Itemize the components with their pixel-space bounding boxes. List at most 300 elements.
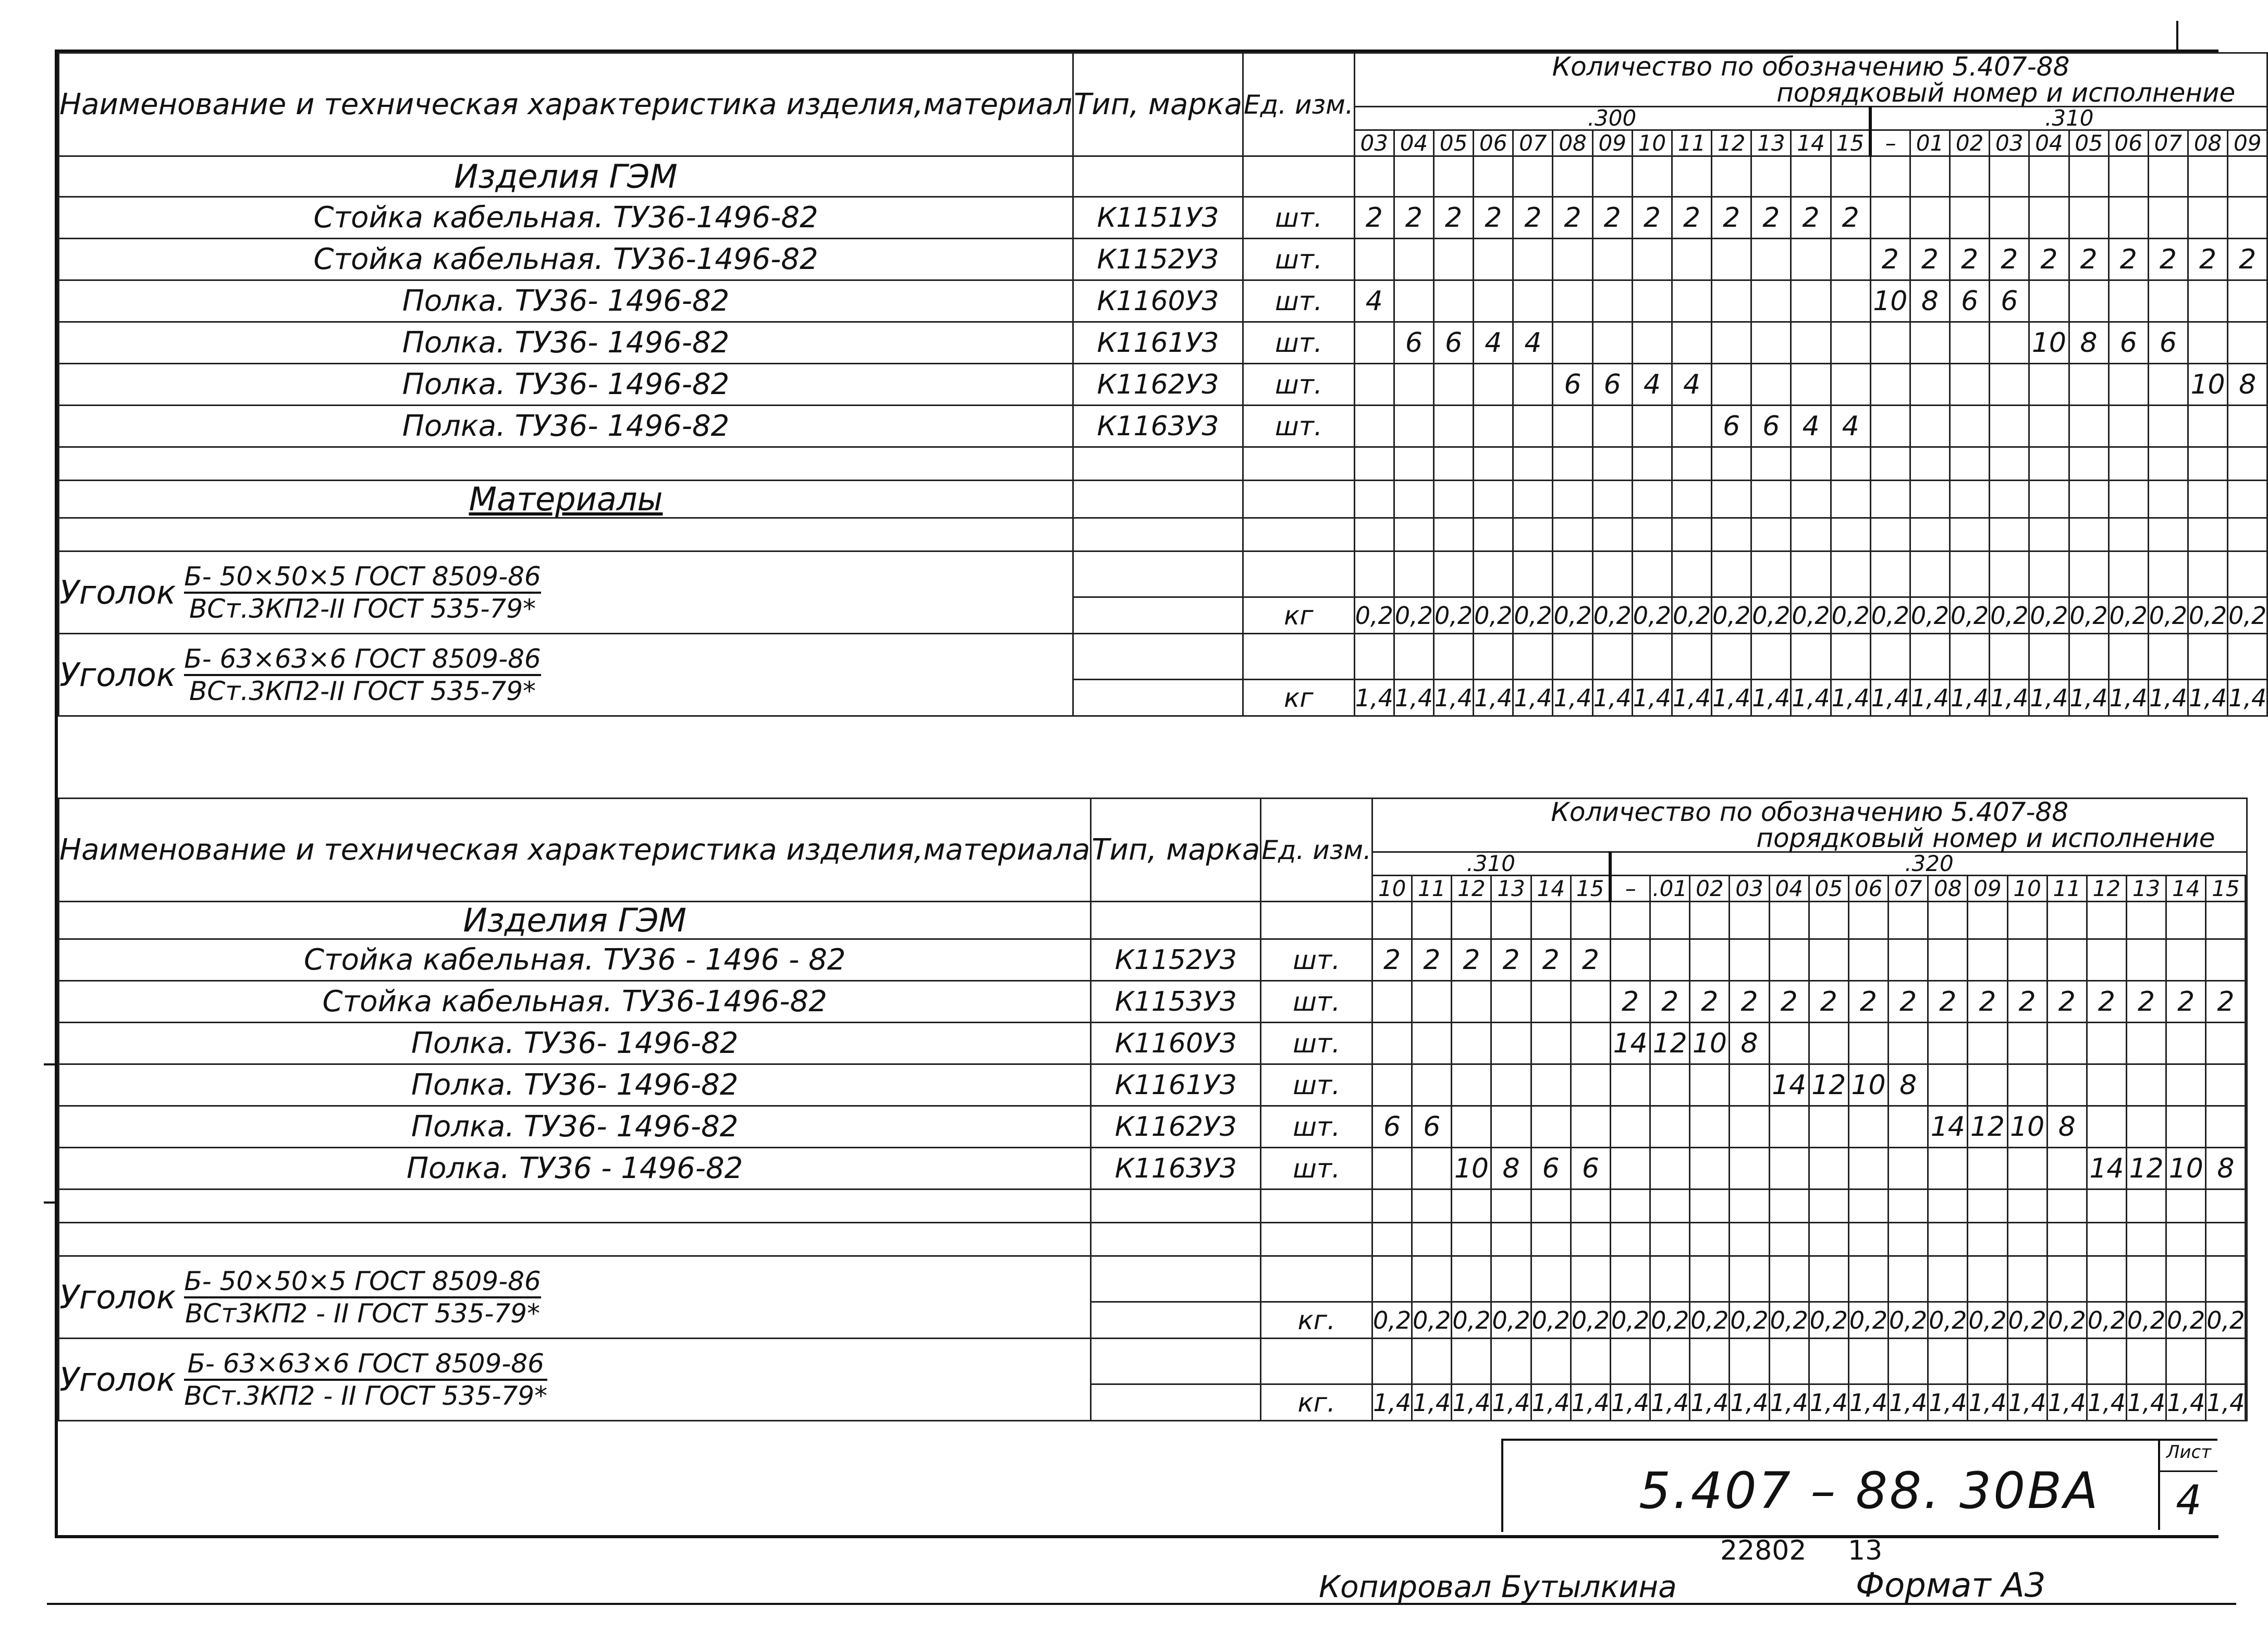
- empty-cell: [1730, 1339, 1769, 1384]
- item-type: К1153У3: [1091, 981, 1261, 1023]
- quantity-cell: 10: [2029, 322, 2069, 364]
- quantity-cell: [2126, 1023, 2166, 1064]
- empty-cell: [1073, 680, 1243, 716]
- quantity-cell: 6: [1751, 406, 1791, 447]
- quantity-cell: 8: [1491, 1148, 1531, 1189]
- empty-cell: [1073, 551, 1243, 597]
- table-row: [59, 1106, 2247, 1148]
- empty-cell: [2228, 551, 2267, 597]
- quantity-cell: [1553, 239, 1592, 280]
- empty-cell: [1650, 1223, 1690, 1256]
- quantity-cell: [1690, 1064, 1730, 1106]
- mass-cell: 1,4: [1769, 1384, 1809, 1421]
- mass-cell: 1,4: [2007, 1384, 2047, 1421]
- empty-cell: [1091, 1384, 1261, 1421]
- column-number: 09: [2228, 130, 2267, 156]
- empty-cell: [1610, 902, 1650, 939]
- mass-cell: 1,4: [1730, 1384, 1769, 1421]
- column-number: 06: [1474, 130, 1513, 156]
- quantity-cell: 4: [1474, 322, 1513, 364]
- empty-cell: [2047, 902, 2087, 939]
- material-label: Уголок: [59, 1278, 176, 1316]
- quantity-cell: 6: [1950, 280, 1990, 322]
- quantity-cell: 2: [1571, 939, 1610, 981]
- empty-cell: [1394, 551, 1433, 597]
- quantity-cell: [1610, 939, 1650, 981]
- quantity-cell: [1434, 239, 1474, 280]
- quantity-cell: [1592, 406, 1632, 447]
- material-name: [59, 551, 1073, 634]
- quantity-cell: 12: [1650, 1023, 1690, 1064]
- empty-cell: [1769, 902, 1809, 939]
- quantity-cell: [2029, 406, 2069, 447]
- quantity-cell: 2: [2148, 239, 2188, 280]
- quantity-cell: [2108, 197, 2148, 239]
- mass-cell: 0,2: [1434, 597, 1474, 634]
- quantity-cell: 2: [2047, 981, 2087, 1023]
- column-number: 02: [1950, 130, 1990, 156]
- empty-cell: [1791, 447, 1831, 481]
- quantity-cell: 6: [1990, 280, 2029, 322]
- quantity-cell: [1513, 406, 1553, 447]
- quantity-cell: [1910, 322, 1950, 364]
- item-name: Стойка кабельная. ТУ36-1496-82: [59, 239, 1073, 280]
- material-unit: кг: [1243, 680, 1355, 716]
- empty-cell: [1474, 156, 1513, 197]
- title-block: [1501, 1439, 2217, 1532]
- quantity-cell: 4: [1672, 364, 1711, 406]
- quantity-cell: 2: [2029, 239, 2069, 280]
- quantity-cell: 2: [2069, 239, 2108, 280]
- empty-cell: [2188, 518, 2227, 551]
- empty-cell: [2126, 1189, 2166, 1223]
- quantity-cell: 2: [1632, 197, 1672, 239]
- empty-cell: [2126, 902, 2166, 939]
- quantity-cell: 6: [1412, 1106, 1452, 1148]
- quantity-cell: [1889, 1023, 1928, 1064]
- empty-cell: [1791, 518, 1831, 551]
- quantity-cell: [1553, 280, 1592, 322]
- quantity-cell: 4: [1354, 280, 1394, 322]
- quantity-cell: 10: [1452, 1148, 1491, 1189]
- quantity-cell: [2108, 280, 2148, 322]
- mass-cell: 1,4: [2126, 1384, 2166, 1421]
- empty-cell: [2047, 1189, 2087, 1223]
- empty-cell: [1091, 902, 1261, 939]
- quantity-cell: 12: [2126, 1148, 2166, 1189]
- group-label: .310: [1870, 107, 2267, 130]
- empty-cell: [1434, 447, 1474, 481]
- material-grade: ВСт.3КП2-II ГОСТ 535-79*: [189, 676, 536, 706]
- empty-cell: [1394, 447, 1433, 481]
- empty-cell: [1261, 1256, 1372, 1302]
- empty-cell: [2188, 551, 2227, 597]
- table-row: [59, 1064, 2247, 1106]
- empty-cell: [2148, 634, 2188, 680]
- mass-cell: 1,4: [1712, 680, 1751, 716]
- quantity-cell: [1910, 197, 1950, 239]
- mass-cell: 0,2: [1950, 597, 1990, 634]
- empty-cell: [2029, 634, 2069, 680]
- quantity-cell: [1672, 406, 1711, 447]
- header-unit: Ед. изм.: [1243, 53, 1355, 156]
- item-unit: шт.: [1243, 197, 1355, 239]
- empty-cell: [1751, 634, 1791, 680]
- column-number: 09: [1592, 130, 1632, 156]
- quantity-cell: [1394, 239, 1433, 280]
- empty-cell: [59, 518, 1073, 551]
- column-number: 03: [1730, 876, 1769, 902]
- item-name: Полка. ТУ36- 1496-82: [59, 406, 1073, 447]
- quantity-cell: [2166, 939, 2206, 981]
- mass-cell: 0,2: [1968, 1302, 2007, 1339]
- quantity-cell: 6: [1712, 406, 1751, 447]
- quantity-cell: [2029, 364, 2069, 406]
- material-spec: Б- 63×63×6 ГОСТ 8509-86: [184, 646, 541, 676]
- quantity-cell: [1394, 406, 1433, 447]
- empty-cell: [1372, 1223, 1412, 1256]
- quantity-cell: [1592, 322, 1632, 364]
- column-number: 11: [1412, 876, 1452, 902]
- empty-cell: [1968, 1223, 2007, 1256]
- item-type: К1160У3: [1073, 280, 1243, 322]
- empty-cell: [1261, 1223, 1372, 1256]
- column-number: 08: [1928, 876, 1968, 902]
- empty-cell: [2246, 1223, 2247, 1256]
- empty-cell: [1354, 634, 1394, 680]
- column-number: 03: [1990, 130, 2029, 156]
- column-number: 06: [1848, 876, 1888, 902]
- empty-cell: [2166, 1223, 2206, 1256]
- header-quantity: [1354, 53, 2267, 107]
- empty-cell: [2108, 518, 2148, 551]
- item-type: К1162У3: [1091, 1106, 1261, 1148]
- column-number: 13: [2126, 876, 2166, 902]
- empty-cell: [1372, 1256, 1412, 1302]
- empty-cell: [2069, 156, 2108, 197]
- empty-cell: [1672, 518, 1711, 551]
- quantity-cell: [1809, 1023, 1848, 1064]
- item-type: К1161У3: [1073, 322, 1243, 364]
- empty-cell: [1073, 156, 1243, 197]
- table-row: [59, 364, 2267, 406]
- empty-cell: [1073, 518, 1243, 551]
- quantity-cell: [1434, 280, 1474, 322]
- quantity-cell: [1452, 1023, 1491, 1064]
- quantity-cell: [2188, 197, 2227, 239]
- empty-cell: [1474, 551, 1513, 597]
- quantity-cell: [2007, 1023, 2047, 1064]
- empty-cell: [1831, 447, 1870, 481]
- empty-cell: [1592, 551, 1632, 597]
- empty-cell: [1243, 634, 1355, 680]
- empty-cell: [1261, 1189, 1372, 1223]
- empty-cell: [1491, 1339, 1531, 1384]
- quantity-cell: [1491, 1064, 1531, 1106]
- empty-cell: [1632, 156, 1672, 197]
- empty-cell: [1491, 902, 1531, 939]
- quantity-cell: [2206, 1064, 2246, 1106]
- empty-cell: [1990, 481, 2029, 518]
- empty-cell: [1769, 1223, 1809, 1256]
- quantity-cell: [2166, 1106, 2206, 1148]
- quantity-cell: [1730, 939, 1769, 981]
- empty-cell: [1513, 551, 1553, 597]
- quantity-cell: [2047, 1064, 2087, 1106]
- mass-cell: 0,2: [1672, 597, 1711, 634]
- quantity-cell: [1910, 406, 1950, 447]
- quantity-cell: [1928, 1023, 1968, 1064]
- quantity-cell: [1412, 981, 1452, 1023]
- empty-cell: [2188, 481, 2227, 518]
- quantity-cell: [1632, 239, 1672, 280]
- quantity-cell: 6: [1394, 322, 1433, 364]
- empty-cell: [1928, 1223, 1968, 1256]
- empty-cell: [1452, 1189, 1491, 1223]
- empty-cell: [1831, 156, 1870, 197]
- quantity-cell: [2166, 1064, 2206, 1106]
- item-unit: шт.: [1261, 1064, 1372, 1106]
- empty-cell: [1650, 1339, 1690, 1384]
- quantity-cell: 2: [1990, 239, 2029, 280]
- mass-cell: 1,4: [1690, 1384, 1730, 1421]
- header-quantity: [1372, 799, 2247, 852]
- quantity-cell: 4: [1513, 322, 1553, 364]
- empty-cell: [2166, 902, 2206, 939]
- empty-cell: [1434, 634, 1474, 680]
- mass-cell: 0,2: [1730, 1302, 1769, 1339]
- empty-cell: [1730, 1256, 1769, 1302]
- empty-cell: [1950, 518, 1990, 551]
- column-number: 04: [1769, 876, 1809, 902]
- table-row: [59, 406, 2267, 447]
- quantity-cell: [2246, 1148, 2247, 1189]
- quantity-cell: [1990, 406, 2029, 447]
- quantity-cell: 2: [1553, 197, 1592, 239]
- mass-cell: 1,4: [2087, 1384, 2126, 1421]
- empty-cell: [2246, 1339, 2247, 1384]
- empty-cell: [1950, 634, 1990, 680]
- mass-cell: 0,2: [1474, 597, 1513, 634]
- item-unit: шт.: [1243, 239, 1355, 280]
- empty-cell: [2108, 551, 2148, 597]
- empty-cell: [2069, 551, 2108, 597]
- material-unit: кг.: [1261, 1384, 1372, 1421]
- quantity-cell: [2228, 280, 2267, 322]
- mass-cell: 1,4: [1831, 680, 1870, 716]
- group-label: .310: [1372, 852, 1611, 876]
- empty-cell: [1412, 1189, 1452, 1223]
- empty-cell: [1513, 518, 1553, 551]
- mass-cell: 0,2: [1769, 1302, 1809, 1339]
- quantity-cell: [2188, 406, 2227, 447]
- quantity-cell: [1809, 1148, 1848, 1189]
- material-grade: ВСт3КП2 - II ГОСТ 535-79*: [185, 1298, 540, 1329]
- column-number: 08: [2188, 130, 2227, 156]
- quantity-cell: [1950, 197, 1990, 239]
- empty-cell: [2246, 1256, 2247, 1302]
- empty-cell: [2188, 634, 2227, 680]
- item-name: Полка. ТУ36- 1496-82: [59, 322, 1073, 364]
- column-number: –: [1870, 130, 1910, 156]
- quantity-cell: [1730, 1106, 1769, 1148]
- empty-cell: [1513, 634, 1553, 680]
- empty-cell: [1690, 1223, 1730, 1256]
- quantity-cell: 8: [2206, 1148, 2246, 1189]
- empty-cell: [1650, 902, 1690, 939]
- quantity-cell: 2: [1751, 197, 1791, 239]
- material-unit: кг: [1243, 597, 1355, 634]
- empty-cell: [59, 1189, 1091, 1223]
- empty-cell: [1073, 597, 1243, 634]
- quantity-cell: [1531, 1064, 1571, 1106]
- sheet-label: Лист: [2160, 1442, 2217, 1472]
- item-unit: шт.: [1243, 406, 1355, 447]
- empty-cell: [1091, 1339, 1261, 1384]
- quantity-cell: 6: [1372, 1106, 1412, 1148]
- item-unit: шт.: [1261, 939, 1372, 981]
- column-number: .01: [1650, 876, 1690, 902]
- quantity-cell: [1474, 239, 1513, 280]
- mass-cell: 0,2: [1848, 1302, 1888, 1339]
- item-name: Полка. ТУ36- 1496-82: [59, 1106, 1091, 1148]
- empty-cell: [1073, 481, 1243, 518]
- quantity-cell: [2069, 406, 2108, 447]
- mass-cell: 0,2: [1712, 597, 1751, 634]
- quantity-cell: 10: [1870, 280, 1910, 322]
- mass-cell: 1,4: [1889, 1384, 1928, 1421]
- quantity-cell: [1690, 939, 1730, 981]
- empty-cell: [1073, 447, 1243, 481]
- column-number: 05: [1434, 130, 1474, 156]
- mass-cell: 0,2: [1910, 597, 1950, 634]
- empty-cell: [2206, 902, 2246, 939]
- mass-cell: 0,2: [1452, 1302, 1491, 1339]
- quantity-cell: [1672, 322, 1711, 364]
- drawing-sheet: [55, 50, 2267, 1538]
- mass-cell: 1,4: [1672, 680, 1711, 716]
- quantity-cell: [1751, 239, 1791, 280]
- empty-cell: [1910, 481, 1950, 518]
- mass-cell: 0,2: [1571, 1302, 1610, 1339]
- quantity-cell: [1809, 1106, 1848, 1148]
- quantity-cell: [1553, 406, 1592, 447]
- quantity-cell: [2246, 1023, 2247, 1064]
- empty-cell: [1910, 634, 1950, 680]
- quantity-cell: 2: [1372, 939, 1412, 981]
- empty-cell: [1412, 1223, 1452, 1256]
- quantity-cell: [1412, 1064, 1452, 1106]
- mass-cell: 1,4: [1592, 680, 1632, 716]
- empty-cell: [2069, 481, 2108, 518]
- column-number: 12: [2087, 876, 2126, 902]
- empty-cell: [1394, 634, 1433, 680]
- quantity-cell: [1672, 280, 1711, 322]
- quantity-cell: [1571, 1106, 1610, 1148]
- quantity-cell: [1791, 239, 1831, 280]
- empty-cell: [1848, 1223, 1888, 1256]
- mass-cell: 1,4: [2228, 680, 2267, 716]
- item-name: Стойка кабельная. ТУ36-1496-82: [59, 981, 1091, 1023]
- empty-cell: [1751, 551, 1791, 597]
- stamp-count: 13: [1848, 1535, 1883, 1566]
- empty-cell: [1553, 551, 1592, 597]
- empty-cell: [1513, 156, 1553, 197]
- item-type: К1152У3: [1073, 239, 1243, 280]
- quantity-cell: [2108, 406, 2148, 447]
- mass-cell: 0,2: [2108, 597, 2148, 634]
- mass-cell: 1,4: [2188, 680, 2227, 716]
- mass-cell: 0,2: [1690, 1302, 1730, 1339]
- empty-cell: [2108, 447, 2148, 481]
- empty-cell: [1531, 902, 1571, 939]
- mass-cell: 0,2: [2069, 597, 2108, 634]
- quantity-cell: [1791, 322, 1831, 364]
- footer-line: [47, 1603, 2236, 1605]
- quantity-cell: [1889, 1106, 1928, 1148]
- quantity-cell: [2206, 1106, 2246, 1148]
- header-type: Тип, марка: [1091, 799, 1261, 902]
- empty-cell: [1990, 447, 2029, 481]
- spec-table-1: [58, 52, 2268, 717]
- empty-cell: [1354, 481, 1394, 518]
- empty-cell: [2148, 447, 2188, 481]
- empty-cell: [2108, 156, 2148, 197]
- empty-cell: [1831, 518, 1870, 551]
- quantity-cell: 2: [1452, 939, 1491, 981]
- column-number: 07: [1513, 130, 1553, 156]
- column-number: –: [1610, 876, 1650, 902]
- item-type: К1160У3: [1091, 1023, 1261, 1064]
- quantity-cell: [1690, 1106, 1730, 1148]
- quantity-cell: [2166, 1023, 2206, 1064]
- column-number: 15: [1571, 876, 1610, 902]
- table-row: [59, 981, 2247, 1023]
- quantity-cell: [1870, 197, 1910, 239]
- empty-cell: [1261, 1339, 1372, 1384]
- quantity-cell: [1491, 981, 1531, 1023]
- empty-cell: [1531, 1223, 1571, 1256]
- empty-cell: [1091, 1256, 1261, 1302]
- quantity-cell: 2: [1412, 939, 1452, 981]
- empty-cell: [1928, 902, 1968, 939]
- empty-cell: [1412, 1256, 1452, 1302]
- empty-cell: [1452, 1256, 1491, 1302]
- column-number: 10: [1632, 130, 1672, 156]
- quantity-cell: 2: [2108, 239, 2148, 280]
- quantity-cell: 10: [1690, 1023, 1730, 1064]
- mass-cell: 0,2: [1412, 1302, 1452, 1339]
- item-unit: шт.: [1261, 1148, 1372, 1189]
- mass-cell: 1,4: [1950, 680, 1990, 716]
- quantity-cell: 6: [2148, 322, 2188, 364]
- empty-cell: [2087, 1256, 2126, 1302]
- empty-cell: [1474, 481, 1513, 518]
- quantity-cell: [1474, 406, 1513, 447]
- quantity-cell: [2246, 981, 2247, 1023]
- material-name: [59, 1256, 1091, 1339]
- empty-cell: [1809, 1339, 1848, 1384]
- empty-cell: [2029, 481, 2069, 518]
- empty-cell: [1592, 481, 1632, 518]
- quantity-cell: [2148, 280, 2188, 322]
- quantity-cell: [2007, 1148, 2047, 1189]
- empty-cell: [1474, 518, 1513, 551]
- column-number: 09: [1968, 876, 2007, 902]
- mass-cell: 1,4: [2069, 680, 2108, 716]
- quantity-cell: 14: [1769, 1064, 1809, 1106]
- empty-cell: [1610, 1256, 1650, 1302]
